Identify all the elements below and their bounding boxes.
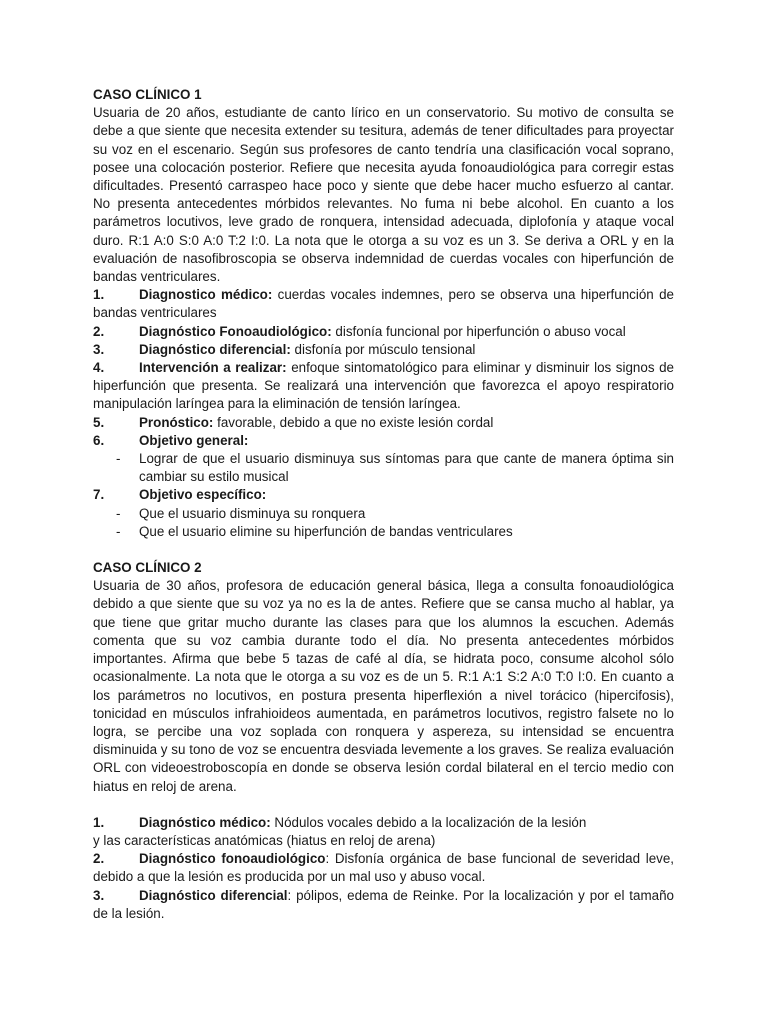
- case1-item-7: 7. Objetivo específico:: [93, 487, 267, 503]
- case1-item-6: 6. Objetivo general:: [93, 432, 249, 448]
- document-page: [93, 86, 674, 923]
- case1-item-5: 5. Pronóstico: favorable, debido a que no existe lesión cordal: [93, 414, 494, 430]
- case1-item-1: 1. Diagnostico médico: cuerdas vocales indemnes, pero se observa una hiperfunción de bandas ventriculares: [93, 287, 674, 321]
- case2-item-2: 2. Diagnóstico fonoaudiológico: Disfonía orgánica de base funcional de severidad leve, debido a que la lesión es producida por un mal uso y abuso vocal.: [93, 851, 675, 885]
- case1-specific-bullet: - Que el usuario disminuya su ronquera: [116, 505, 366, 521]
- case1-specific-bullet: - Que el usuario elimine su hiperfunción de bandas ventriculares: [116, 523, 513, 539]
- case1-item-4: 4. Intervención a realizar: enfoque sintomatológico para eliminar y disminuir los signos de hiperfunción que presenta. Se realizará una intervención que favorezca el apoyo respiratorio manipulación laríngea para la eliminación de tensión laríngea.: [93, 360, 674, 412]
- case2-paragraph: Usuaria de 30 años, profesora de educación general básica, llega a consulta fonoaudiológica debido a que siente que su voz ya no es la de antes. Refiere que se cansa mucho al hablar, ya que tiene que gritar mucho durante las clases para que los alumnos la escuchen. Además comenta que su voz cambia durante todo el día. No presenta antecedentes mórbidos importantes. Afirma que bebe 5 tazas de café al día, se hidrata poco, consume alcohol sólo ocasionalmente. La nota que le otorga a su voz es de un 5. R:1 A:1 S:2 A:0 T:0 I:0. En cuanto a los parámetros no locutivos, en postura presenta hiperflexión a nivel torácico (hipercifosis), tonicidad en músculos infrahioideos aumentada, en parámetros locutivos, registro falsete no lo logra, se percibe una voz soplada con ronquera y aspereza, su intensidad se encuentra disminuida y su tono de voz se encuentra desviada levemente a los graves. Se realiza evaluación ORL con videoestroboscopía en donde se observa lesión cordal bilateral en el tercio medio con hiatus en reloj de arena.: [93, 578, 674, 794]
- case1-general-bullet: - Lograr de que el usuario disminuya sus síntomas para que cante de manera óptima sin cambiar su estilo musical: [116, 451, 674, 485]
- case2-title: CASO CLÍNICO 2: [93, 560, 202, 576]
- case2-item-1-continuation: y las características anatómicas (hiatus en reloj de arena): [93, 832, 436, 848]
- spacer: [93, 796, 674, 814]
- case2-item-1: 1. Diagnóstico médico: Nódulos vocales debido a la localización de la lesión: [93, 814, 587, 830]
- case2-item-3: 3. Diagnóstico diferencial: pólipos, edema de Reinke. Por la localización y por el tamaño de la lesión.: [93, 887, 674, 921]
- case1-paragraph: Usuaria de 20 años, estudiante de canto lírico en un conservatorio. Su motivo de consulta se debe a que siente que necesita extender su tesitura, además de tener dificultades para proyectar su voz en el escenario. Según sus profesores de canto tendría una clasificación vocal soprano, posee una colocación posterior. Refiere que necesita ayuda fonoaudiológica para corregir estas dificultades. Presentó carraspeo hace poco y siente que debe hacer mucho esfuerzo al cantar. No presenta antecedentes mórbidos relevantes. No fuma ni bebe alcohol. En cuanto a los parámetros locutivos, leve grado de ronquera, intensidad adecuada, diplofonía y ataque vocal duro. R:1 A:0 S:0 A:0 T:2 I:0. La nota que le otorga a su voz es un 3. Se deriva a ORL y en la evaluación de nasofibroscopia se observa indemnidad de cuerdas vocales con hiperfunción de bandas ventriculares.: [93, 105, 674, 285]
- spacer: [93, 541, 674, 559]
- case1-item-3: 3. Diagnóstico diferencial: disfonía por músculo tensional: [93, 341, 476, 357]
- case1-title: CASO CLÍNICO 1: [93, 87, 202, 102]
- case1-item-2: 2. Diagnóstico Fonoaudiológico: disfonía funcional por hiperfunción o abuso vocal: [93, 323, 626, 339]
